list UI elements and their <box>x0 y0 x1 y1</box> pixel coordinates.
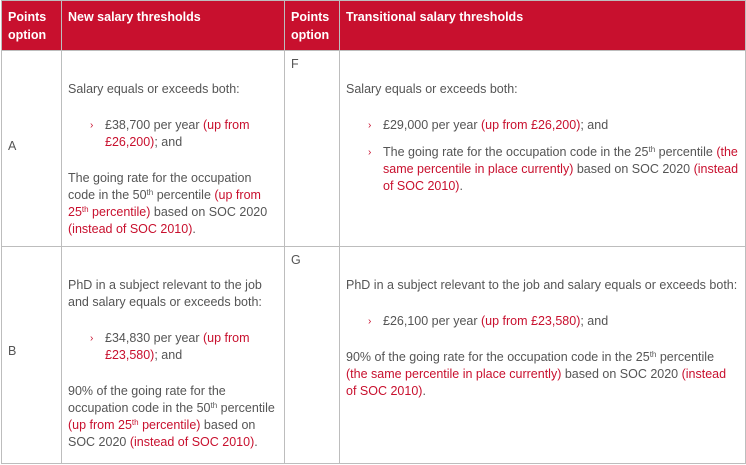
option-label-b: B <box>8 344 17 358</box>
salary-thresholds-table <box>1 0 746 464</box>
bullet-list <box>346 117 739 195</box>
chevron-right-icon: › <box>90 333 94 344</box>
list-item: › The going rate for the occupation code in the 25th percentile (the same percentile in place currently) based on SOC 2020 (instead of SOC 2010). <box>368 145 739 193</box>
bullet-list <box>346 313 739 330</box>
transitional-threshold-f-cell <box>340 51 746 247</box>
bullet-list <box>68 117 278 151</box>
chevron-right-icon: › <box>368 120 372 131</box>
intro-text: PhD in a subject relevant to the job and salary equals or exceeds both: <box>68 278 262 309</box>
header-transitional-salary-thresholds: Transitional salary thresholds <box>340 1 746 51</box>
list-item: › £26,100 per year (up from £23,580); and <box>368 314 609 328</box>
header-points-option-1: Points option <box>2 1 62 51</box>
new-threshold-a-cell <box>62 51 285 247</box>
chevron-right-icon: › <box>368 316 372 327</box>
option-b-cell <box>2 247 62 464</box>
header-row <box>2 1 746 51</box>
header-points-option-2: Points option <box>285 1 340 51</box>
transitional-threshold-g-cell <box>340 247 746 464</box>
going-rate-text: 90% of the going rate for the occupation code in the 25th percentile (the same percentile in place currently) based on SOC 2020 (instead of SOC 2010). <box>346 350 727 398</box>
chevron-right-icon: › <box>90 120 94 131</box>
option-a-cell <box>2 51 62 247</box>
option-f-cell <box>285 51 340 247</box>
intro-text: Salary equals or exceeds both: <box>346 82 518 96</box>
header-new-salary-thresholds: New salary thresholds <box>62 1 285 51</box>
option-g-cell <box>285 247 340 464</box>
going-rate-text: The going rate for the occupation code in the 50th percentile (up from 25th percentile) based on SOC 2020 (instead of SOC 2010). <box>68 171 268 236</box>
intro-text: PhD in a subject relevant to the job and salary equals or exceeds both: <box>346 278 738 292</box>
table-row <box>2 51 746 247</box>
new-threshold-b-cell <box>62 247 285 464</box>
option-label-f: F <box>291 57 299 71</box>
list-item: › £29,000 per year (up from £26,200); and <box>368 118 609 132</box>
option-label-a: A <box>8 139 17 153</box>
chevron-right-icon: › <box>368 147 372 158</box>
bullet-list <box>68 330 278 364</box>
list-item: › £38,700 per year (up from £26,200); and <box>90 118 250 149</box>
table-row <box>2 247 746 464</box>
option-label-g: G <box>291 253 301 267</box>
intro-text: Salary equals or exceeds both: <box>68 82 240 96</box>
list-item: › £34,830 per year (up from £23,580); and <box>90 331 250 362</box>
going-rate-text: 90% of the going rate for the occupation code in the 50th percentile (up from 25th percentile) based on SOC 2020 (instead of SOC 2010). <box>68 384 275 449</box>
